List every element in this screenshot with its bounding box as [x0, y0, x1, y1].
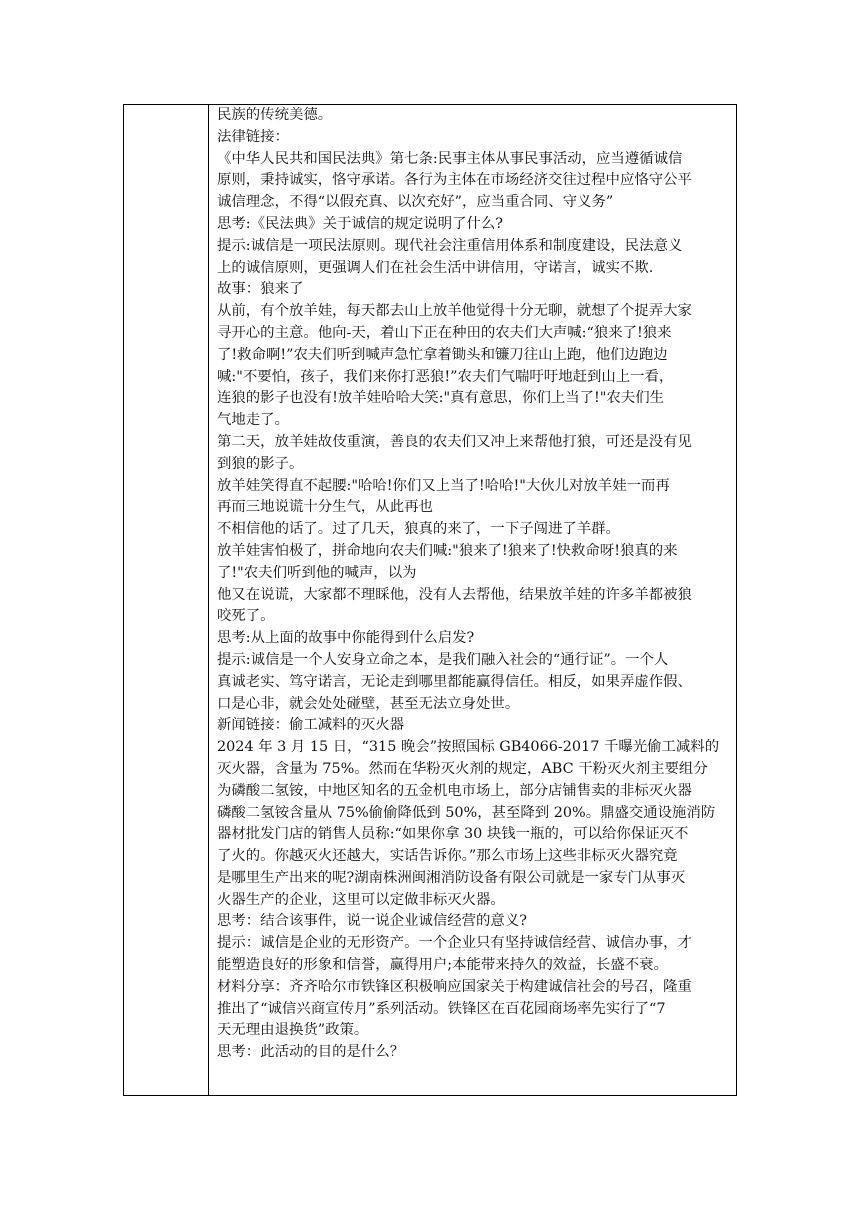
text-line: 原则，秉持诚实，恪守承诺。各行为主体在市场经济交往过程中应恪守公平	[217, 172, 692, 189]
text-line: 新闻链接：偷工减料的灭火器	[217, 717, 405, 734]
text-line: 不相信他的话了。过了几天，狼真的来了，一下子闯进了羊群。	[217, 521, 620, 538]
text-line: 提示:诚信是一项民法原则。现代社会注重信用体系和制度建设，民法意义	[217, 237, 683, 254]
text-line: 提示：诚信是企业的无形资产。一个企业只有坚持诚信经营、诚信办事，才	[217, 935, 692, 952]
text-line: 2024 年 3 月 15 日，“315 晚会”按照国标 GB4066-2017 千曝光偷工减料的	[217, 739, 720, 756]
text-line: 了!救命啊!”农夫们听到喊声急忙拿着锄头和镰刀往山上跑，他们边跑边	[217, 346, 668, 363]
text-line: 到狼的影子。	[217, 455, 304, 472]
text-line: 故事：狼来了	[217, 281, 304, 298]
text-line: 连狼的影子也没有!放羊娃哈哈大笑:"真有意思，你们上当了!"农夫们生	[217, 390, 664, 407]
text-line: 民族的传统美德。	[217, 107, 333, 123]
text-line: 器材批发门店的销售人员称:“如果你拿 30 块钱一瓶的，可以给你保证灭不	[217, 826, 689, 843]
text-line: 第二天，放羊娃故伎重演，善良的农夫们又冲上来帮他打狼，可还是没有见	[217, 433, 692, 450]
text-line: 思考：此活动的目的是什么？	[217, 1044, 405, 1061]
text-line: 放羊娃害怕极了，拼命地向农夫们喊:"狼来了!狼来了!快救命呀!狼真的来	[217, 542, 678, 559]
text-line: 寻开心的主意。他向-天，着山下正在种田的农夫们大声喊:“狼来了!狼来	[217, 324, 672, 341]
text-line: 上的诚信原则，更强调人们在社会生活中讲信用，守诺言，诚实不欺.	[217, 259, 654, 276]
text-line: 从前，有个放羊娃，每天都去山上放羊他觉得十分无聊，就想了个捉弄大家	[217, 303, 692, 320]
text-line: 火器生产的企业，这里可以定做非标灭火器。	[217, 891, 505, 908]
text-line: 提示:诚信是一个人安身立命之本，是我们融入社会的“通行证”。一个人	[217, 651, 669, 668]
text-line: 放羊娃笑得直不起腰:"哈哈!你们又上当了!哈哈!"大伙儿对放羊娃一而再	[217, 477, 670, 494]
content-table	[123, 104, 737, 1096]
text-line: 磷酸二氢铵含量从 75%偷偷降低到 50%，甚至降到 20%。鼎盛交通设施消防	[217, 804, 716, 821]
text-line: 思考:从上面的故事中你能得到什么启发?	[217, 630, 475, 647]
text-line: 他又在说谎，大家都不理睬他，没有人去帮他，结果放羊娃的许多羊都被狼	[217, 586, 692, 603]
text-line: 能塑造良好的形象和信誉，赢得用户;本能带来持久的效益，长盛不衰。	[217, 957, 668, 974]
text-line: 诚信理念，不得“以假充真、以次充好”，应当重合同、守义务”	[217, 194, 614, 211]
text-line: 推出了“诚信兴商宣传月”系列活动。铁锋区在百花园商场率先实行了“7	[217, 1000, 666, 1017]
text-line: 思考：结合该事件，说一说企业诚信经营的意义?	[217, 913, 527, 930]
text-line: 咬死了。	[217, 608, 275, 625]
text-line: 材料分享：齐齐哈尔市铁锋区积极响应国家关于构建诚信社会的号召，隆重	[217, 978, 692, 995]
text-line: 思考:《民法典》关于诚信的规定说明了什么?	[217, 215, 503, 232]
text-line: 法律链接：	[217, 128, 289, 145]
text-line: 真诚老实、笃守诺言，无论走到哪里都能赢得信任。相反，如果弄虚作假、	[217, 673, 692, 690]
text-line: 天无理由退换货”政策。	[217, 1022, 369, 1039]
text-line: 再而三地说谎十分生气，从此再也	[217, 499, 433, 516]
text-line: 为磷酸二氢铵，中地区知名的五金机电市场上，部分店铺售卖的非标灭火器	[217, 782, 692, 799]
text-line: 灭火器，含量为 75%。然而在华粉灭火剂的规定，ABC 干粉灭火剂主要组分	[217, 760, 708, 777]
empty-left-column	[124, 105, 209, 1095]
text-line: 喊:"不要怕，孩子，我们来你打恶狼!”农夫们气喘吁吁地赶到山上一看，	[217, 368, 674, 385]
text-line: 《中华人民共和国民法典》第七条:民事主体从事民事活动，应当遵循诚信	[217, 150, 683, 167]
content-cell	[209, 105, 736, 1095]
text-line: 了!"农夫们听到他的喊声，以为	[217, 564, 417, 581]
text-line: 气地走了。	[217, 412, 289, 429]
text-line: 口是心非，就会处处碰壁，甚至无法立身处世。	[217, 695, 520, 712]
text-line: 了火的。你越灭火还越大，实话告诉你。”那么市场上这些非标灭火器究竟	[217, 848, 678, 865]
text-line: 是哪里生产出来的呢?湖南株洲闽湘消防设备有限公司就是一家专门从事灭	[217, 869, 686, 886]
